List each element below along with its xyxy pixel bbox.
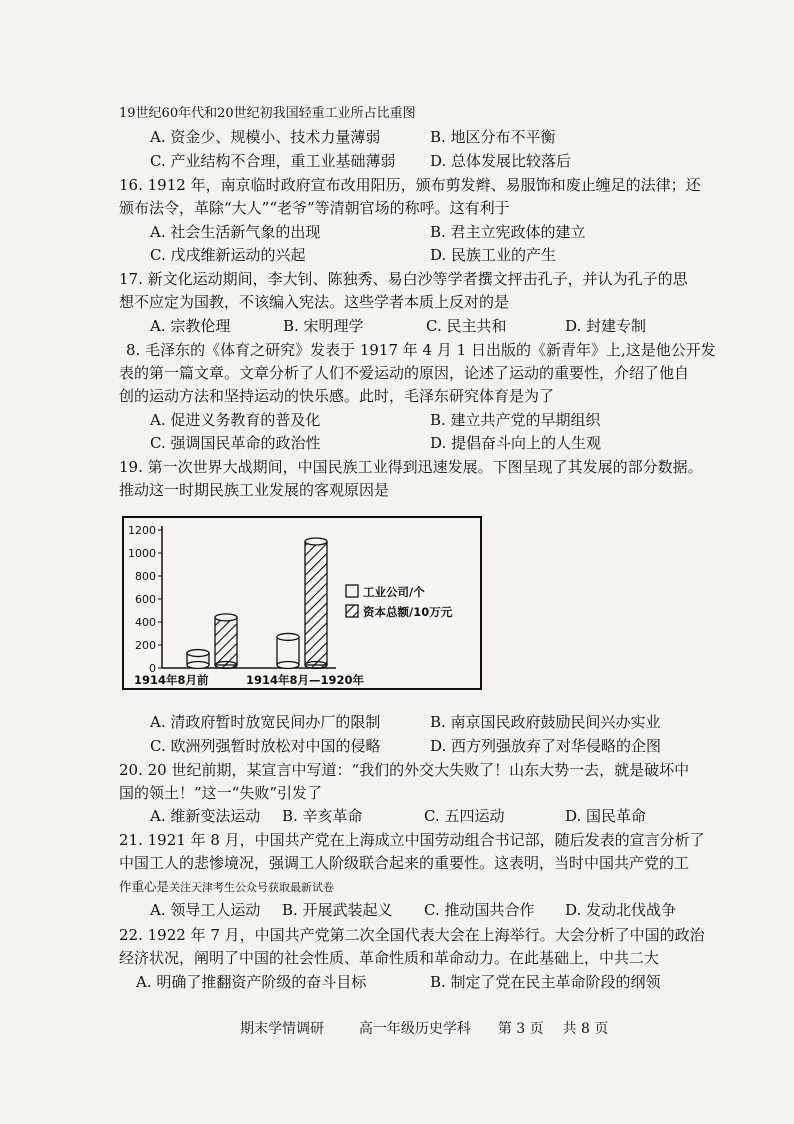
bar-plain-1 bbox=[277, 637, 299, 665]
q17-option-d: D. 封建专制 bbox=[565, 317, 647, 335]
q17-stem-line2: 想不应定为国教，不该编入宪法。这些学者本质上反对的是 bbox=[119, 293, 510, 311]
q16-option-c: C. 戊戌维新运动的兴起 bbox=[150, 246, 306, 264]
bar-bottom-1-1 bbox=[305, 662, 327, 669]
q15-option-a: A. 资金少、规模小、技术力量薄弱 bbox=[150, 128, 381, 146]
bar-bottom-1-0 bbox=[277, 662, 299, 669]
q21-stem-line2: 中国工人的悲惨境况，强调工人阶级联合起来的重要性。这表明，当时中国共产党的工 bbox=[119, 854, 690, 872]
footer-subject: 高一年级历史学科 bbox=[358, 1021, 471, 1037]
q21-stem-line1: 21. 1921 年 8 月，中国共产党在上海成立中国劳动组合书记部，随后发表的宣言分析了 bbox=[119, 831, 705, 849]
legend-swatch-0 bbox=[346, 585, 358, 597]
q21-option-c: C. 推动国共合作 bbox=[424, 901, 535, 919]
category-label-0: 1914年8月前 bbox=[134, 673, 209, 687]
page-footer bbox=[240, 1018, 608, 1038]
q21-option-b: B. 开展武装起义 bbox=[282, 901, 393, 919]
y-tick-label: 1200 bbox=[128, 524, 156, 537]
q18-stem-line2: 表的第一篇文章。文章分析了人们不爱运动的原因，论述了运动的重要性，介绍了他自 bbox=[119, 364, 690, 382]
bar-top-0-1 bbox=[215, 614, 237, 621]
bar-bottom-0-0 bbox=[187, 662, 209, 669]
q15-stem: 19世纪60年代和20世纪初我国轻重工业所占比重图 bbox=[119, 106, 416, 121]
y-tick-label: 1000 bbox=[128, 547, 156, 560]
bar-hatched-0 bbox=[215, 617, 237, 665]
q18-option-b: B. 建立共产党的早期组织 bbox=[430, 411, 601, 429]
footer-exam: 期末学情调研 bbox=[240, 1021, 324, 1037]
q17-option-a: A. 宗教伦理 bbox=[150, 317, 231, 335]
q21-option-a: A. 领导工人运动 bbox=[150, 901, 261, 919]
q17-stem-line1: 17. 新文化运动期间，李大钊、陈独秀、易白沙等学者撰文抨击孔子，并认为孔子的思 bbox=[119, 270, 688, 288]
footer-page: 第 3 页 bbox=[497, 1021, 544, 1037]
q19-option-b: B. 南京国民政府鼓励民间兴办实业 bbox=[430, 713, 661, 731]
q16-option-a: A. 社会生活新气象的出现 bbox=[150, 223, 321, 241]
legend-swatch-1 bbox=[346, 605, 358, 617]
q22-option-b: B. 制定了党在民主革命阶段的纲领 bbox=[430, 973, 661, 991]
industry-chart-svg bbox=[124, 518, 480, 688]
q15-option-b: B. 地区分布不平衡 bbox=[430, 128, 556, 146]
bar-top-1-1 bbox=[305, 538, 327, 545]
bar-bottom-0-1 bbox=[215, 662, 237, 669]
y-tick-label: 800 bbox=[135, 570, 156, 583]
q20-option-c: C. 五四运动 bbox=[424, 807, 505, 825]
bar-top-1-0 bbox=[277, 633, 299, 640]
industry-chart bbox=[122, 516, 482, 690]
bar-hatched-1 bbox=[305, 542, 327, 666]
q19-option-c: C. 欧洲列强暂时放松对中国的侵略 bbox=[150, 737, 381, 755]
q18-option-a: A. 促进义务教育的普及化 bbox=[150, 411, 321, 429]
q19-option-a: A. 清政府暂时放宽民间办厂的限制 bbox=[150, 713, 381, 731]
y-tick-label: 200 bbox=[135, 639, 156, 652]
y-tick-label: 0 bbox=[149, 662, 156, 675]
category-label-1: 1914年8月—1920年 bbox=[246, 673, 365, 687]
q19-stem-line1: 19. 第一次世界大战期间，中国民族工业得到迅速发展。下图呈现了其发展的部分数据。 bbox=[119, 458, 703, 476]
y-tick-label: 600 bbox=[135, 593, 156, 606]
q22-stem-line1: 22. 1922 年 7 月，中国共产党第二次全国代表大会在上海举行。大会分析了中国的政治 bbox=[119, 926, 705, 944]
footer-total: 共 8 页 bbox=[562, 1021, 609, 1037]
legend-label-1: 资本总额/10万元 bbox=[363, 605, 453, 619]
q20-stem-line1: 20. 20 世纪前期，某宣言中写道：“我们的外交大失败了！山东大势一去，就是破坏中 bbox=[119, 761, 690, 779]
q18-option-c: C. 强调国民革命的政治性 bbox=[150, 434, 321, 452]
q20-option-b: B. 辛亥革命 bbox=[282, 807, 363, 825]
legend-label-0: 工业公司/个 bbox=[363, 585, 425, 599]
bar-top-0-0 bbox=[187, 650, 209, 657]
q22-option-a: A. 明确了推翻资产阶级的奋斗目标 bbox=[136, 973, 367, 991]
q17-option-c: C. 民主共和 bbox=[426, 317, 507, 335]
q15-option-c: C. 产业结构不合理，重工业基础薄弱 bbox=[150, 152, 396, 170]
q18-stem-line1: 8. 毛泽东的《体育之研究》发表于 1917 年 4 月 1 日出版的《新青年》上,这是他公开发 bbox=[126, 341, 716, 359]
q21-stem-line3-text: 作重心是 bbox=[119, 879, 170, 894]
q18-option-d: D. 提倡奋斗向上的人生观 bbox=[430, 434, 602, 452]
q19-option-d: D. 西方列强放弃了对华侵略的企图 bbox=[430, 737, 662, 755]
q21-stem-line3 bbox=[119, 877, 334, 898]
q20-stem-line2: 国的领土！”这一“失败”引发了 bbox=[119, 784, 323, 802]
q18-stem-line3: 创的运动方法和坚持运动的快乐感。此时，毛泽东研究体育是为了 bbox=[119, 387, 555, 405]
watermark-notice: 关注天津考生公众号获取最新试卷 bbox=[169, 881, 335, 894]
q15-option-d: D. 总体发展比较落后 bbox=[430, 152, 572, 170]
q20-option-a: A. 维新变法运动 bbox=[150, 807, 261, 825]
q19-stem-line2: 推动这一时期民族工业发展的客观原因是 bbox=[119, 481, 390, 499]
y-tick-label: 400 bbox=[135, 616, 156, 629]
q21-option-d: D. 发动北伐战争 bbox=[565, 901, 677, 919]
q16-option-d: D. 民族工业的产生 bbox=[430, 246, 557, 264]
q16-option-b: B. 君主立宪政体的建立 bbox=[430, 223, 586, 241]
q17-option-b: B. 宋明理学 bbox=[283, 317, 364, 335]
q16-stem-line2: 颁布法令，革除“大人”“老爷”等清朝官场的称呼。这有利于 bbox=[119, 199, 510, 217]
q16-stem-line1: 16. 1912 年，南京临时政府宣布改用阳历，颁布剪发辫、易服饰和废止缠足的法律；还 bbox=[119, 176, 701, 194]
q22-stem-line2: 经济状况，阐明了中国的社会性质、革命性质和革命动力。在此基础上，中共二大 bbox=[119, 949, 660, 967]
q20-option-d: D. 国民革命 bbox=[565, 807, 647, 825]
